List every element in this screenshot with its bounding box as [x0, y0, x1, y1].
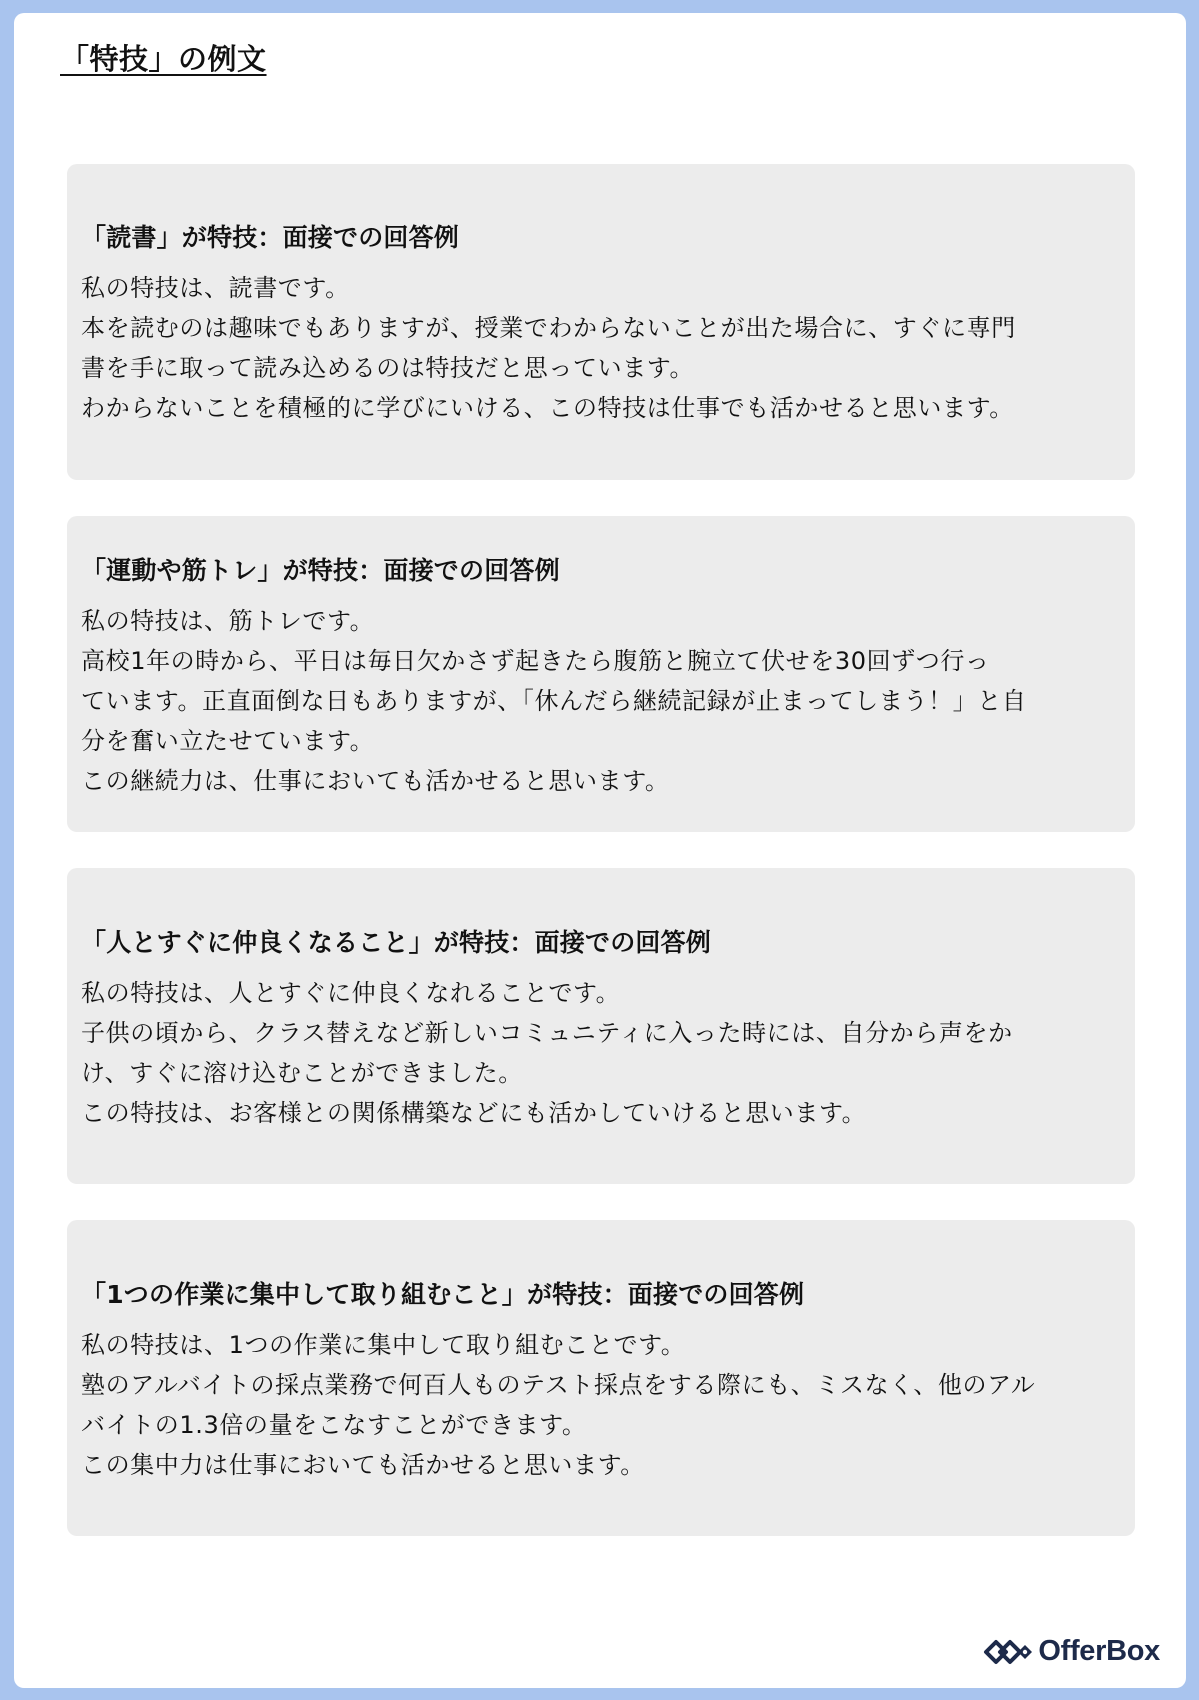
example-answer: [81, 601, 1121, 801]
example-heading: 「1つの作業に集中して取り組むこと」が特技：面接での回答例: [81, 1280, 805, 1309]
example-card-sociable: [67, 868, 1135, 1184]
answer-line: 子供の頃から、クラス替えなど新しいコミュニティに入った時には、自分から声をか: [81, 1019, 1013, 1047]
example-heading: 「読書」が特技：面接での回答例: [81, 223, 460, 252]
answer-line: 書を手に取って読み込めるのは特技だと思っています。: [81, 354, 695, 382]
answer-line: わからないことを積極的に学びにいける、この特技は仕事でも活かせると思います。: [81, 394, 1014, 422]
offerbox-logo: [982, 1635, 1160, 1668]
answer-line: 私の特技は、筋トレです。: [81, 607, 375, 635]
example-heading: 「運動や筋トレ」が特技：面接での回答例: [81, 556, 560, 585]
logo-text: OfferBox: [1038, 1635, 1160, 1667]
answer-line: 高校1年の時から、平日は毎日欠かさず起きたら腹筋と腕立て伏せを30回ずつ行っ: [81, 647, 990, 675]
document-sheet: [14, 13, 1186, 1688]
answer-line: 本を読むのは趣味でもありますが、授業でわからないことが出た場合に、すぐに専門: [81, 314, 1016, 342]
example-card-reading: [67, 164, 1135, 480]
example-answer: [81, 973, 1121, 1133]
answer-line: 私の特技は、人とすぐに仲良くなれることです。: [81, 979, 621, 1007]
answer-line: 私の特技は、1つの作業に集中して取り組むことです。: [81, 1331, 686, 1359]
answer-line: この継続力は、仕事においても活かせると思います。: [81, 767, 670, 795]
answer-line: 私の特技は、読書です。: [81, 274, 350, 302]
answer-line: ています。正直面倒な日もありますが、「休んだら継続記録が止まってしまう！」と自: [81, 687, 1027, 715]
offerbox-mark-icon: [982, 1637, 1034, 1667]
example-card-exercise: [67, 516, 1135, 832]
example-heading: 「人とすぐに仲良くなること」が特技：面接での回答例: [81, 928, 712, 957]
example-answer: [81, 1325, 1121, 1485]
answer-line: この集中力は仕事においても活かせると思います。: [81, 1451, 645, 1479]
answer-line: バイトの1.3倍の量をこなすことができます。: [81, 1411, 587, 1439]
answer-line: け、すぐに溶け込むことができました。: [81, 1059, 523, 1087]
answer-line: 分を奮い立たせています。: [81, 727, 375, 755]
answer-line: 塾のアルバイトの採点業務で何百人ものテスト採点をする際にも、ミスなく、他のアル: [81, 1371, 1036, 1399]
example-answer: [81, 268, 1121, 428]
answer-line: この特技は、お客様との関係構築などにも活かしていけると思います。: [81, 1099, 867, 1127]
page-title: 「特技」の例文: [60, 42, 267, 76]
example-card-focus: [67, 1220, 1135, 1536]
